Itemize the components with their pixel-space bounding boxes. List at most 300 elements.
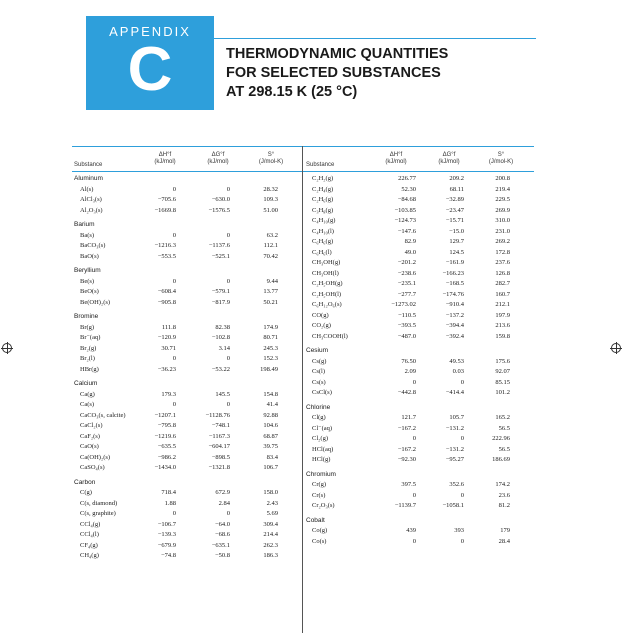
table-row xyxy=(306,332,536,342)
entropy-value: 186.3 xyxy=(263,552,278,559)
gibbs-value: 0 xyxy=(460,491,464,499)
enthalpy-value: 0 xyxy=(172,231,176,239)
enthalpy-value: −705.6 xyxy=(157,196,176,203)
enthalpy-value: 82.9 xyxy=(404,238,416,245)
table-row xyxy=(306,445,536,455)
gibbs-value: −394.4 xyxy=(445,322,464,329)
table-row xyxy=(74,530,304,540)
group-heading xyxy=(74,174,304,184)
table-row xyxy=(74,541,304,551)
enthalpy-value: 179.3 xyxy=(161,390,176,398)
enthalpy-value: 0 xyxy=(172,510,176,517)
column-header-gibbs: ΔG°f (kJ/mol) xyxy=(438,152,460,165)
gibbs-value: 0 xyxy=(226,355,230,362)
entropy-value: 126.8 xyxy=(495,269,510,277)
gibbs-value: 129.7 xyxy=(449,238,464,245)
enthalpy-value: −1273.02 xyxy=(391,301,416,308)
gibbs-value: −630.0 xyxy=(211,196,230,203)
gibbs-value: −898.5 xyxy=(211,453,230,461)
title-line: FOR SELECTED SUBSTANCES xyxy=(226,65,441,81)
gibbs-value: −392.4 xyxy=(445,332,464,340)
enthalpy-value: −1219.6 xyxy=(154,432,176,440)
gibbs-value: 0 xyxy=(460,435,464,442)
enthalpy-value: −608.4 xyxy=(157,288,176,295)
gibbs-value: −174.76 xyxy=(442,290,464,298)
substance-name: Cl⁻(aq) xyxy=(312,424,333,432)
enthalpy-value: −1669.8 xyxy=(154,206,176,214)
enthalpy-value: −553.5 xyxy=(157,252,176,260)
substance-name: CaCl₂(s) xyxy=(80,422,103,429)
table-row xyxy=(74,298,304,308)
substance-name: Cs(g) xyxy=(312,357,327,365)
enthalpy-value: −986.2 xyxy=(157,453,176,461)
table-row xyxy=(74,442,304,452)
enthalpy-value: 0 xyxy=(412,491,416,499)
table-row xyxy=(306,311,536,321)
gibbs-value: −32.89 xyxy=(445,196,464,203)
substance-name: Ca(s) xyxy=(80,401,95,408)
group-heading xyxy=(306,470,536,480)
enthalpy-value: −103.85 xyxy=(394,206,416,214)
entropy-value: 101.2 xyxy=(495,389,510,396)
enthalpy-value: −635.5 xyxy=(157,443,176,450)
substance-name: C(s, graphite) xyxy=(80,510,116,517)
enthalpy-value: −1434.0 xyxy=(154,464,176,471)
gibbs-value: −635.1 xyxy=(211,541,230,549)
table-row xyxy=(74,206,304,216)
substance-name: Ca(OH)₂(s) xyxy=(80,453,111,461)
enthalpy-value: 111.8 xyxy=(161,323,176,331)
table-row xyxy=(306,300,536,310)
substance-name: CCl₄(l) xyxy=(80,531,99,538)
substance-name: BaCO₃(s) xyxy=(80,242,106,249)
entropy-value: 28.4 xyxy=(498,537,510,545)
enthalpy-value: 397.5 xyxy=(401,481,416,488)
substance-name: Cs(l) xyxy=(312,368,325,375)
table-row xyxy=(74,252,304,262)
enthalpy-value: 0 xyxy=(412,435,416,442)
table-row xyxy=(74,432,304,442)
table-top-rule xyxy=(72,146,534,147)
substance-name: C(g) xyxy=(80,489,92,496)
column-header-entropy: S° (J/mol-K) xyxy=(258,152,284,165)
entropy-value: 269.2 xyxy=(495,238,510,245)
table-row xyxy=(74,488,304,498)
substance-name: CH₃COOH(l) xyxy=(312,332,348,340)
entropy-value: 51.00 xyxy=(263,206,278,214)
table-row xyxy=(306,248,536,258)
table-row xyxy=(74,344,304,354)
entropy-value: 245.3 xyxy=(263,344,278,352)
gibbs-value: −1167.3 xyxy=(208,432,230,440)
appendix-label: APPENDIX xyxy=(109,24,191,39)
entropy-value: 92.07 xyxy=(495,368,510,375)
enthalpy-value: −235.1 xyxy=(397,280,416,287)
gibbs-value: 0 xyxy=(226,277,230,285)
entropy-value: 197.9 xyxy=(495,311,510,319)
substance-name: Be(OH)₂(s) xyxy=(80,298,111,306)
entropy-value: 56.5 xyxy=(498,424,510,432)
column-header-enthalpy: ΔH°f (kJ/mol) xyxy=(154,152,176,165)
entropy-value: 269.9 xyxy=(495,206,510,214)
table-row xyxy=(74,400,304,410)
table-row xyxy=(74,520,304,530)
substance-name: C₂H₆(g) xyxy=(312,196,334,203)
gibbs-value: −1321.8 xyxy=(208,464,230,471)
gibbs-value: 124.5 xyxy=(449,248,464,256)
entropy-value: 50.21 xyxy=(263,298,278,306)
gibbs-value: −95.27 xyxy=(445,456,464,463)
gibbs-value: 82.38 xyxy=(215,323,230,331)
group-name: Bromine xyxy=(74,313,99,320)
substance-name: Co(s) xyxy=(312,537,327,545)
substance-name: Co(g) xyxy=(312,527,328,534)
substance-name: Br(g) xyxy=(80,323,95,331)
table-row xyxy=(74,509,304,519)
enthalpy-value: 0 xyxy=(412,537,416,545)
entropy-value: 237.6 xyxy=(495,259,510,266)
substance-name: BaO(s) xyxy=(80,252,99,260)
entropy-value: 85.15 xyxy=(495,378,510,386)
gibbs-value: −1128.76 xyxy=(205,411,230,419)
table-row xyxy=(74,185,304,195)
group-heading xyxy=(306,516,536,526)
gibbs-value: 0.03 xyxy=(452,368,464,375)
entropy-value: 39.75 xyxy=(263,443,278,450)
enthalpy-value: −74.8 xyxy=(160,552,176,559)
enthalpy-value: −1216.3 xyxy=(154,242,176,249)
entropy-value: 13.77 xyxy=(263,288,278,295)
table-row xyxy=(74,499,304,509)
entropy-value: 229.5 xyxy=(495,196,510,203)
gibbs-value: −604.17 xyxy=(208,443,230,450)
gibbs-value: −579.1 xyxy=(211,288,230,295)
entropy-value: 282.7 xyxy=(495,280,510,287)
enthalpy-value: −201.2 xyxy=(397,259,416,266)
substance-name: CH₄(g) xyxy=(80,552,99,559)
substance-name: CF₄(g) xyxy=(80,541,98,549)
table-row xyxy=(306,321,536,331)
table-row xyxy=(306,206,536,216)
enthalpy-value: −795.8 xyxy=(157,422,176,429)
enthalpy-value: 0 xyxy=(172,277,176,285)
entropy-value: 9.44 xyxy=(266,277,278,285)
registration-mark-icon xyxy=(611,343,621,353)
entropy-value: 5.69 xyxy=(266,510,278,517)
group-name: Carbon xyxy=(74,478,96,486)
substance-name: Br⁻(aq) xyxy=(80,334,101,341)
table-row xyxy=(306,388,536,398)
entropy-value: 83.4 xyxy=(266,453,278,461)
table-row xyxy=(74,411,304,421)
substance-name: C₂H₂(g) xyxy=(312,175,334,182)
group-heading xyxy=(74,220,304,230)
group-heading xyxy=(74,266,304,276)
table-header-rule xyxy=(72,171,534,172)
title-rule xyxy=(214,38,536,39)
entropy-value: 70.42 xyxy=(263,252,278,260)
gibbs-value: −50.8 xyxy=(214,552,230,559)
enthalpy-value: 439 xyxy=(406,527,416,534)
gibbs-value: 0 xyxy=(460,537,464,545)
enthalpy-value: −238.6 xyxy=(397,269,416,277)
group-name: Beryllium xyxy=(74,267,101,274)
gibbs-value: −102.8 xyxy=(211,334,230,341)
entropy-value: 175.6 xyxy=(495,357,510,365)
enthalpy-value: −442.8 xyxy=(397,389,416,396)
substance-name: C₂H₄(g) xyxy=(312,185,334,193)
table-row xyxy=(306,526,536,536)
table-row xyxy=(306,378,536,388)
gibbs-value: 3.14 xyxy=(218,344,230,352)
gibbs-value: −168.5 xyxy=(445,280,464,287)
entropy-value: 68.87 xyxy=(263,432,278,440)
group-name: Calcium xyxy=(74,380,98,387)
enthalpy-value: −106.7 xyxy=(157,520,176,528)
appendix-letter: C xyxy=(127,35,173,104)
substance-name: Al(s) xyxy=(80,185,94,193)
gibbs-value: 209.2 xyxy=(449,175,464,182)
enthalpy-value: 1.88 xyxy=(164,499,176,507)
substance-name: CsCl(s) xyxy=(312,389,332,396)
table-row xyxy=(74,463,304,473)
group-heading xyxy=(306,346,536,356)
enthalpy-value: −92.30 xyxy=(397,456,416,463)
entropy-value: 158.0 xyxy=(263,489,278,496)
substance-name: Cl₂(g) xyxy=(312,435,328,442)
table-row xyxy=(74,241,304,251)
table-row xyxy=(306,455,536,465)
enthalpy-value: 30.71 xyxy=(161,344,176,352)
enthalpy-value: −679.9 xyxy=(157,541,176,549)
enthalpy-value: −1207.1 xyxy=(154,411,176,419)
gibbs-value: 0 xyxy=(226,401,230,408)
substance-name: CaSO₄(s) xyxy=(80,464,105,471)
page-title xyxy=(226,45,526,102)
gibbs-value: −131.2 xyxy=(445,424,464,432)
gibbs-value: −166.23 xyxy=(442,269,464,277)
table-row xyxy=(306,480,536,490)
gibbs-value: −525.1 xyxy=(211,252,230,260)
entropy-value: 81.2 xyxy=(498,502,510,509)
entropy-value: 165.2 xyxy=(495,414,510,421)
entropy-value: 198.49 xyxy=(260,365,278,373)
gibbs-value: −748.1 xyxy=(211,422,230,429)
table-row xyxy=(306,174,536,184)
group-name: Barium xyxy=(74,221,95,228)
table-row xyxy=(74,354,304,364)
group-heading xyxy=(74,478,304,488)
table-row xyxy=(306,185,536,195)
enthalpy-value: −905.8 xyxy=(157,298,176,306)
group-name: Chlorine xyxy=(306,403,331,411)
gibbs-value: −68.6 xyxy=(214,531,230,538)
gibbs-value: −1137.6 xyxy=(208,242,230,249)
group-name: Cesium xyxy=(306,347,329,354)
table-row xyxy=(306,537,536,547)
substance-name: CaCO₃(s, calcite) xyxy=(80,411,126,419)
table-row xyxy=(306,227,536,237)
substance-name: Cl(g) xyxy=(312,414,326,421)
entropy-value: 104.6 xyxy=(263,422,278,429)
table-row xyxy=(306,491,536,501)
enthalpy-value: −120.9 xyxy=(157,334,176,341)
table-row xyxy=(306,195,536,205)
substance-name: Cr(s) xyxy=(312,491,326,499)
substance-name: Ca(g) xyxy=(80,390,95,398)
entropy-value: 2.43 xyxy=(266,499,278,507)
table-row xyxy=(74,231,304,241)
enthalpy-value: −277.7 xyxy=(397,290,416,298)
table-row xyxy=(306,424,536,434)
substance-name: C₂H₅OH(g) xyxy=(312,280,343,287)
substance-name: CH₃OH(l) xyxy=(312,269,339,277)
entropy-value: 222.96 xyxy=(492,435,510,442)
gibbs-value: 145.5 xyxy=(215,390,230,398)
gibbs-value: −131.2 xyxy=(445,445,464,453)
substance-name: C₃H₈(g) xyxy=(312,206,334,214)
substance-name: Cs(s) xyxy=(312,378,326,386)
table-row xyxy=(306,237,536,247)
enthalpy-value: 76.50 xyxy=(401,357,416,365)
gibbs-value: 105.7 xyxy=(449,414,464,421)
group-heading xyxy=(74,379,304,389)
gibbs-value: 0 xyxy=(460,378,464,386)
gibbs-value: 2.84 xyxy=(218,499,230,507)
gibbs-value: 49.53 xyxy=(449,357,464,365)
gibbs-value: 68.11 xyxy=(449,185,464,193)
substance-name: Al₂O₃(s) xyxy=(80,206,103,214)
entropy-value: 219.4 xyxy=(495,185,510,193)
substance-name: Ba(s) xyxy=(80,231,95,239)
column-header-entropy: S° (J/mol-K) xyxy=(488,152,514,165)
gibbs-value: 393 xyxy=(454,527,464,534)
table-row xyxy=(74,421,304,431)
substance-name: BeO(s) xyxy=(80,288,99,295)
table-row xyxy=(74,287,304,297)
entropy-value: 160.7 xyxy=(495,290,510,298)
substance-name: CO₂(g) xyxy=(312,322,331,329)
gibbs-value: −53.22 xyxy=(211,365,230,373)
gibbs-value: 352.6 xyxy=(449,481,464,488)
gibbs-value: −64.0 xyxy=(214,520,230,528)
entropy-value: 212.1 xyxy=(495,301,510,308)
entropy-value: 23.6 xyxy=(498,491,510,499)
substance-name: CH₃OH(g) xyxy=(312,259,341,266)
table-row xyxy=(74,390,304,400)
enthalpy-value: 0 xyxy=(412,378,416,386)
table-row xyxy=(74,195,304,205)
entropy-value: 159.8 xyxy=(495,332,510,340)
entropy-value: 109.3 xyxy=(263,196,278,203)
substance-name: Br₂(l) xyxy=(80,355,95,362)
enthalpy-value: 226.77 xyxy=(398,175,416,182)
substance-name: HBr(g) xyxy=(80,365,99,373)
substance-name: C₄H₁₀(g) xyxy=(312,217,336,224)
gibbs-value: −15.0 xyxy=(448,227,464,235)
substance-name: C₂H₅OH(l) xyxy=(312,290,342,298)
entropy-value: 174.2 xyxy=(495,481,510,488)
gibbs-value: −161.9 xyxy=(445,259,464,266)
gibbs-value: −1576.5 xyxy=(208,206,230,214)
entropy-value: 56.5 xyxy=(498,445,510,453)
gibbs-value: 672.9 xyxy=(215,489,230,496)
table-row xyxy=(74,365,304,375)
enthalpy-value: −147.6 xyxy=(397,227,416,235)
table-row xyxy=(74,323,304,333)
entropy-value: 152.3 xyxy=(263,355,278,362)
enthalpy-value: 0 xyxy=(172,401,176,408)
entropy-value: 92.88 xyxy=(263,411,278,419)
entropy-value: 309.4 xyxy=(263,520,278,528)
table-row xyxy=(74,453,304,463)
table-row xyxy=(306,269,536,279)
substance-name: CaO(s) xyxy=(80,443,99,450)
entropy-value: 63.2 xyxy=(266,231,278,239)
entropy-value: 186.69 xyxy=(492,456,510,463)
entropy-value: 179 xyxy=(500,527,510,534)
gibbs-value: 0 xyxy=(226,231,230,239)
table-row xyxy=(74,333,304,343)
enthalpy-value: −124.73 xyxy=(394,217,416,224)
gibbs-value: 0 xyxy=(226,510,230,517)
entropy-value: 28.32 xyxy=(263,185,278,193)
enthalpy-value: −84.68 xyxy=(397,196,416,203)
table-row xyxy=(306,434,536,444)
entropy-value: 106.7 xyxy=(263,464,278,471)
column-header-substance: Substance xyxy=(306,162,335,168)
enthalpy-value: −110.5 xyxy=(397,311,416,319)
table-row xyxy=(306,413,536,423)
substance-name: C₆H₁₂O₆(s) xyxy=(312,301,342,308)
substance-name: Cr(g) xyxy=(312,481,327,488)
column-header-substance: Substance xyxy=(74,162,103,168)
enthalpy-value: 121.7 xyxy=(401,414,416,421)
substance-name: C₄H₁₀(l) xyxy=(312,227,334,235)
entropy-value: 213.6 xyxy=(495,322,510,329)
entropy-value: 154.8 xyxy=(263,390,278,398)
enthalpy-value: −139.3 xyxy=(157,531,176,538)
enthalpy-value: −36.23 xyxy=(157,365,176,373)
enthalpy-value: −167.2 xyxy=(397,424,416,432)
gibbs-value: −817.9 xyxy=(211,298,230,306)
enthalpy-value: −487.0 xyxy=(397,332,416,340)
substance-name: HCl(g) xyxy=(312,456,331,463)
substance-name: CaF₂(s) xyxy=(80,432,100,440)
entropy-value: 41.4 xyxy=(266,401,278,408)
group-heading xyxy=(74,312,304,322)
substance-name: Cr₂O₃(s) xyxy=(312,502,335,509)
table-row xyxy=(306,290,536,300)
table-row xyxy=(306,216,536,226)
entropy-value: 112.1 xyxy=(263,242,278,249)
table-row xyxy=(306,501,536,511)
column-header-enthalpy: ΔH°f (kJ/mol) xyxy=(385,152,407,165)
title-line: AT 298.15 K (25 °C) xyxy=(226,84,358,100)
table-row xyxy=(306,258,536,268)
group-name: Aluminum xyxy=(74,175,103,182)
group-name: Chromium xyxy=(306,470,336,478)
enthalpy-value: 0 xyxy=(172,355,176,362)
table-row xyxy=(306,279,536,289)
entropy-value: 172.8 xyxy=(495,248,510,256)
gibbs-value: −910.4 xyxy=(445,301,464,308)
substance-name: HCl(aq) xyxy=(312,445,334,453)
table-row xyxy=(74,551,304,561)
substance-name: Br₂(g) xyxy=(80,344,97,352)
substance-name: C(s, diamond) xyxy=(80,499,118,507)
table-row xyxy=(74,277,304,287)
